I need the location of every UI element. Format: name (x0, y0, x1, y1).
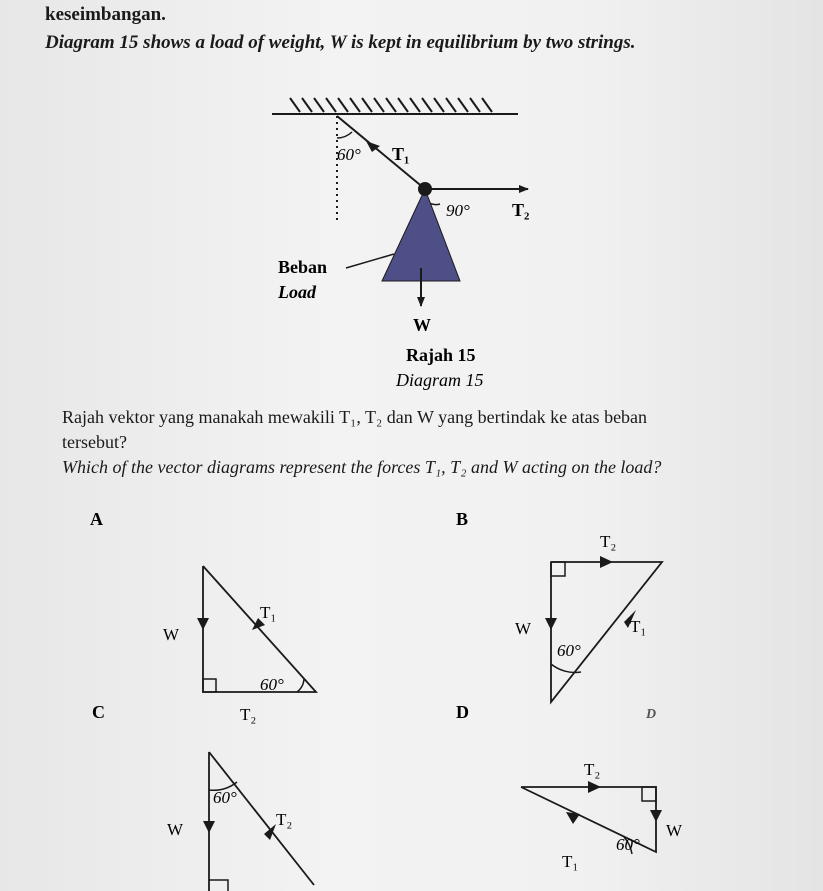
caption-malay: Rajah 15 (406, 345, 476, 365)
option-d-faint-letter: D (646, 707, 657, 722)
option-b-t1-label: T₁ (630, 617, 647, 636)
header-line1: keseimbangan. (45, 4, 166, 25)
option-a-w-label: W (163, 625, 180, 644)
options-area (0, 490, 823, 891)
option-b-letter[interactable]: B (456, 509, 469, 529)
option-d-letter[interactable]: D (456, 702, 469, 722)
option-c-letter[interactable]: C (92, 702, 105, 722)
option-b-angle-label: 60° (557, 641, 581, 660)
option-b-w-label: W (515, 619, 532, 638)
angle-90-label: 90° (446, 201, 470, 220)
option-d-t1-label: T₁ (562, 852, 579, 871)
t2-label: T₂ (512, 200, 530, 220)
diagram-15 (0, 0, 823, 400)
w-label: W (413, 315, 431, 335)
option-c-diagram[interactable] (167, 752, 314, 891)
option-a-diagram[interactable] (163, 566, 316, 724)
option-d-diagram[interactable] (521, 760, 683, 871)
beban-label: Beban (278, 257, 328, 277)
question-malay-line1: Rajah vektor yang manakah mewakili T₁, T₂ dan W yang bertindak ke atas beban (62, 407, 648, 427)
question-english: Which of the vector diagrams represent the forces T₁, T₂ and W acting on the load? (62, 457, 662, 477)
option-c-angle-label: 60° (213, 788, 237, 807)
option-c-t2-label: T₂ (276, 810, 293, 829)
option-a-t2-label: T₂ (240, 705, 257, 724)
label-leader-line (346, 254, 394, 268)
option-b-diagram[interactable] (515, 532, 662, 702)
angle-60-label: 60° (337, 145, 361, 164)
option-d-t2-label: T₂ (584, 760, 601, 779)
option-a-t1-label: T₁ (260, 603, 277, 622)
ceiling (272, 98, 518, 114)
option-b-t2-label: T₂ (600, 532, 617, 551)
option-a-angle-label: 60° (260, 675, 284, 694)
load-label: Load (278, 282, 316, 302)
header-line2: Diagram 15 shows a load of weight, W is kept in equilibrium by two strings. (45, 32, 636, 53)
t1-label: T₁ (392, 144, 410, 164)
caption-english: Diagram 15 (396, 370, 484, 390)
option-d-angle-label: 60° (616, 835, 640, 854)
option-a-letter[interactable]: A (90, 509, 103, 529)
knot (418, 182, 432, 196)
option-c-w-label: W (167, 820, 184, 839)
angle-arc-top (337, 132, 352, 138)
option-d-w-label: W (666, 821, 683, 840)
question-malay-line2: tersebut? (62, 432, 127, 452)
